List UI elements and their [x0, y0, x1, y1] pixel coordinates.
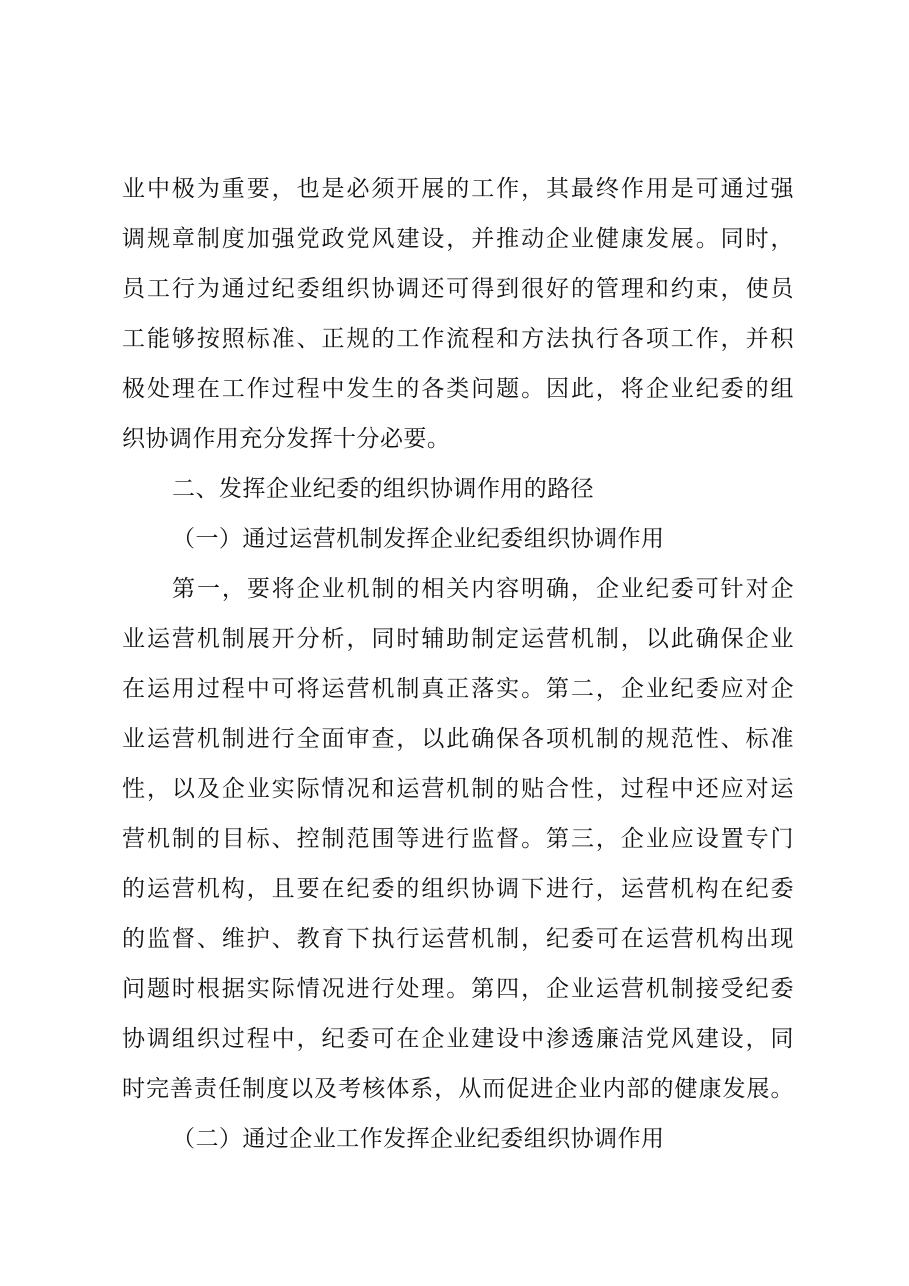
paragraph-line: 时完善责任制度以及考核体系，从而促进企业内部的健康发展。 — [122, 1076, 794, 1102]
paragraph-line: 业运营机制展开分析，同时辅助制定运营机制，以此确保企业 — [122, 626, 794, 652]
paragraph-line: 营机制的目标、控制范围等进行监督。第三，企业应设置专门 — [122, 826, 794, 852]
paragraph-line: 的监督、维护、教育下执行运营机制，纪委可在运营机构出现 — [122, 926, 794, 952]
paragraph-line: 极处理在工作过程中发生的各类问题。因此，将企业纪委的组 — [122, 376, 794, 402]
paragraph-line: 在运用过程中可将运营机制真正落实。第二，企业纪委应对企 — [122, 676, 794, 702]
paragraph-line: 业运营机制进行全面审查，以此确保各项机制的规范性、标准 — [122, 726, 794, 752]
paragraph-line: 第一，要将企业机制的相关内容明确，企业纪委可针对企 — [172, 576, 794, 602]
paragraph-line: 业中极为重要，也是必须开展的工作，其最终作用是可通过强 — [122, 176, 794, 202]
paragraph-line: 员工行为通过纪委组织协调还可得到很好的管理和约束，使员 — [122, 276, 794, 302]
paragraph-line: 的运营机构，且要在纪委的组织协调下进行，运营机构在纪委 — [122, 876, 794, 902]
paragraph-line: 工能够按照标准、正规的工作流程和方法执行各项工作，并积 — [122, 326, 794, 352]
section-heading: 二、发挥企业纪委的组织协调作用的路径 — [172, 476, 595, 502]
paragraph-line: 调规章制度加强党政党风建设，并推动企业健康发展。同时， — [122, 226, 794, 252]
paragraph-line: 问题时根据实际情况进行处理。第四，企业运营机制接受纪委 — [122, 976, 794, 1002]
subsection-heading-2: （二）通过企业工作发挥企业纪委组织协调作用 — [172, 1126, 665, 1152]
paragraph-line: 织协调作用充分发挥十分必要。 — [122, 426, 451, 452]
subsection-heading-1: （一）通过运营机制发挥企业纪委组织协调作用 — [172, 526, 665, 552]
paragraph-line: 性，以及企业实际情况和运营机制的贴合性，过程中还应对运 — [122, 776, 794, 802]
paragraph-line: 协调组织过程中，纪委可在企业建设中渗透廉洁党风建设，同 — [122, 1026, 794, 1052]
